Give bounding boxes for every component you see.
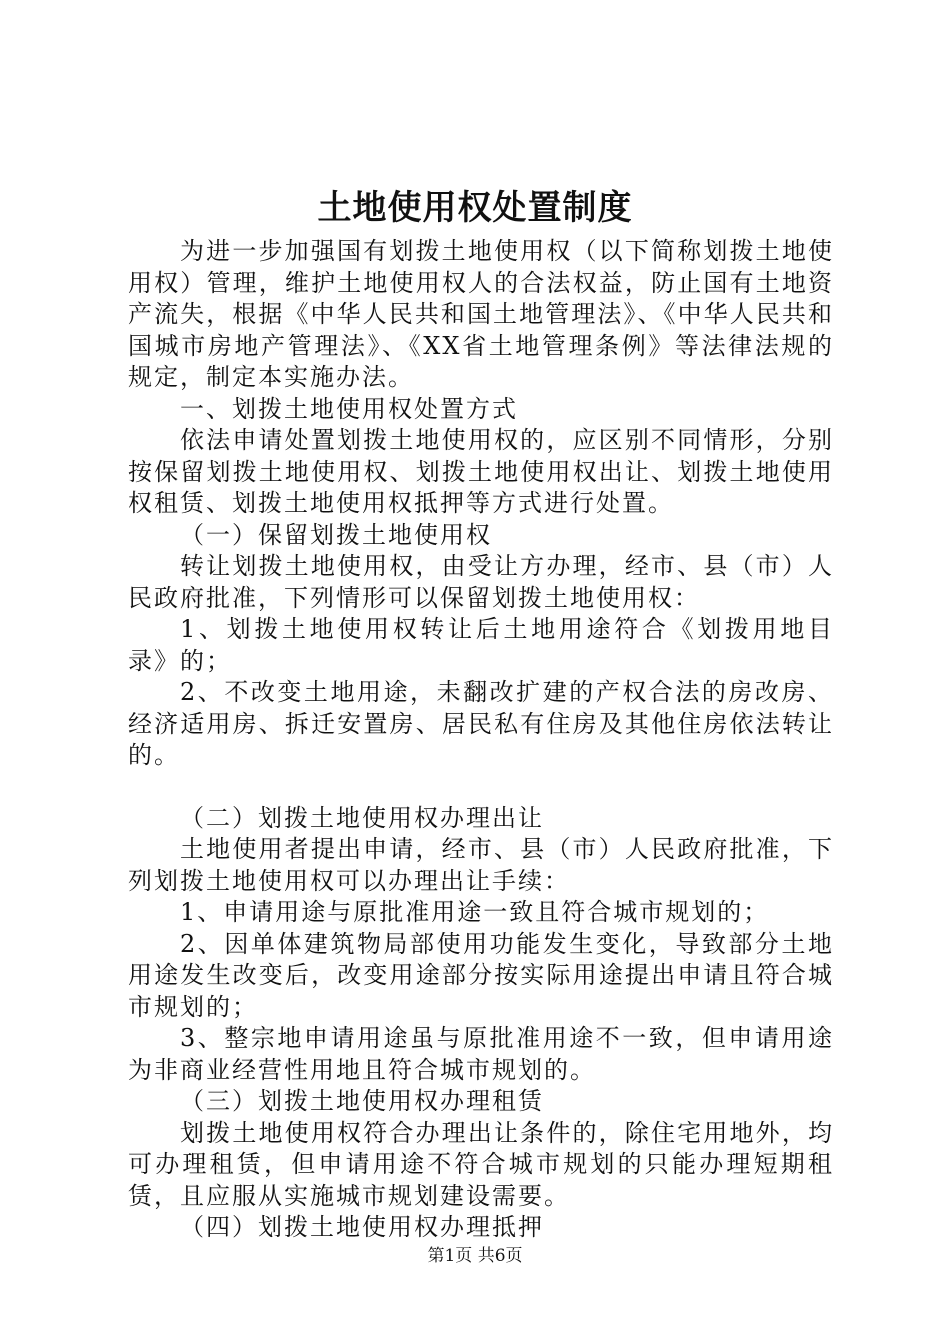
list-item-retain-2: 2、不改变土地用途，未翻改扩建的产权合法的房改房、经济适用房、拆迁安置房、居民私有住房及其他住房依法转让的。 <box>128 678 834 769</box>
page-number: 第1页 共6页 <box>427 1246 523 1266</box>
subsection-heading-3: （三）划拨土地使用权办理租赁 <box>180 1087 544 1115</box>
paragraph-lease-conditions: 划拨土地使用权符合办理出让条件的，除住宅用地外，均可办理租赁，但申请用途不符合城市规划的只能办理短期租赁，且应服从实施城市规划建设需要。 <box>128 1118 834 1210</box>
subsection-heading-1: （一）保留划拨土地使用权 <box>180 520 492 549</box>
paragraph-intro: 为进一步加强国有划拨土地使用权（以下简称划拨土地使用权）管理，维护土地使用权人的合法权益，防止国有土地资产流失，根据《中华人民共和国土地管理法》、《中华人民共和国城市房地产管理法》、《XX省土地管理条例》等法律法规的规定，制定本实施办法。 <box>128 237 834 391</box>
paragraph-disposal-methods: 依法申请处置划拨土地使用权的，应区别不同情形，分别按保留划拨土地使用权、划拨土地使用权出让、划拨土地使用权租赁、划拨土地使用权抵押等方式进行处置。 <box>128 426 834 517</box>
document-title: 土地使用权处置制度 <box>317 188 633 228</box>
list-item-transfer-2: 2、因单体建筑物局部使用功能发生变化，导致部分土地用途发生改变后，改变用途部分按实际用途提出申请且符合城市规划的； <box>128 929 834 1021</box>
paragraph-transfer-conditions: 土地使用者提出申请，经市、县（市）人民政府批准，下列划拨土地使用权可以办理出让手续： <box>128 835 834 895</box>
list-item-retain-1: 1、划拨土地使用权转让后土地用途符合《划拨用地目录》的； <box>128 615 834 675</box>
subsection-heading-4: （四）划拨土地使用权办理抵押 <box>180 1213 544 1241</box>
list-item-transfer-3: 3、整宗地申请用途虽与原批准用途不一致，但申请用途为非商业经营性用地且符合城市规划的。 <box>128 1024 834 1084</box>
subsection-heading-2: （二）划拨土地使用权办理出让 <box>180 803 544 832</box>
list-item-transfer-1: 1、申请用途与原批准用途一致且符合城市规划的； <box>180 898 770 926</box>
paragraph-retain-conditions: 转让划拨土地使用权，由受让方办理，经市、县（市）人民政府批准，下列情形可以保留划拨土地使用权： <box>128 552 834 612</box>
section-heading-1: 一、划拨土地使用权处置方式 <box>180 394 518 423</box>
document-body <box>128 236 834 1244</box>
